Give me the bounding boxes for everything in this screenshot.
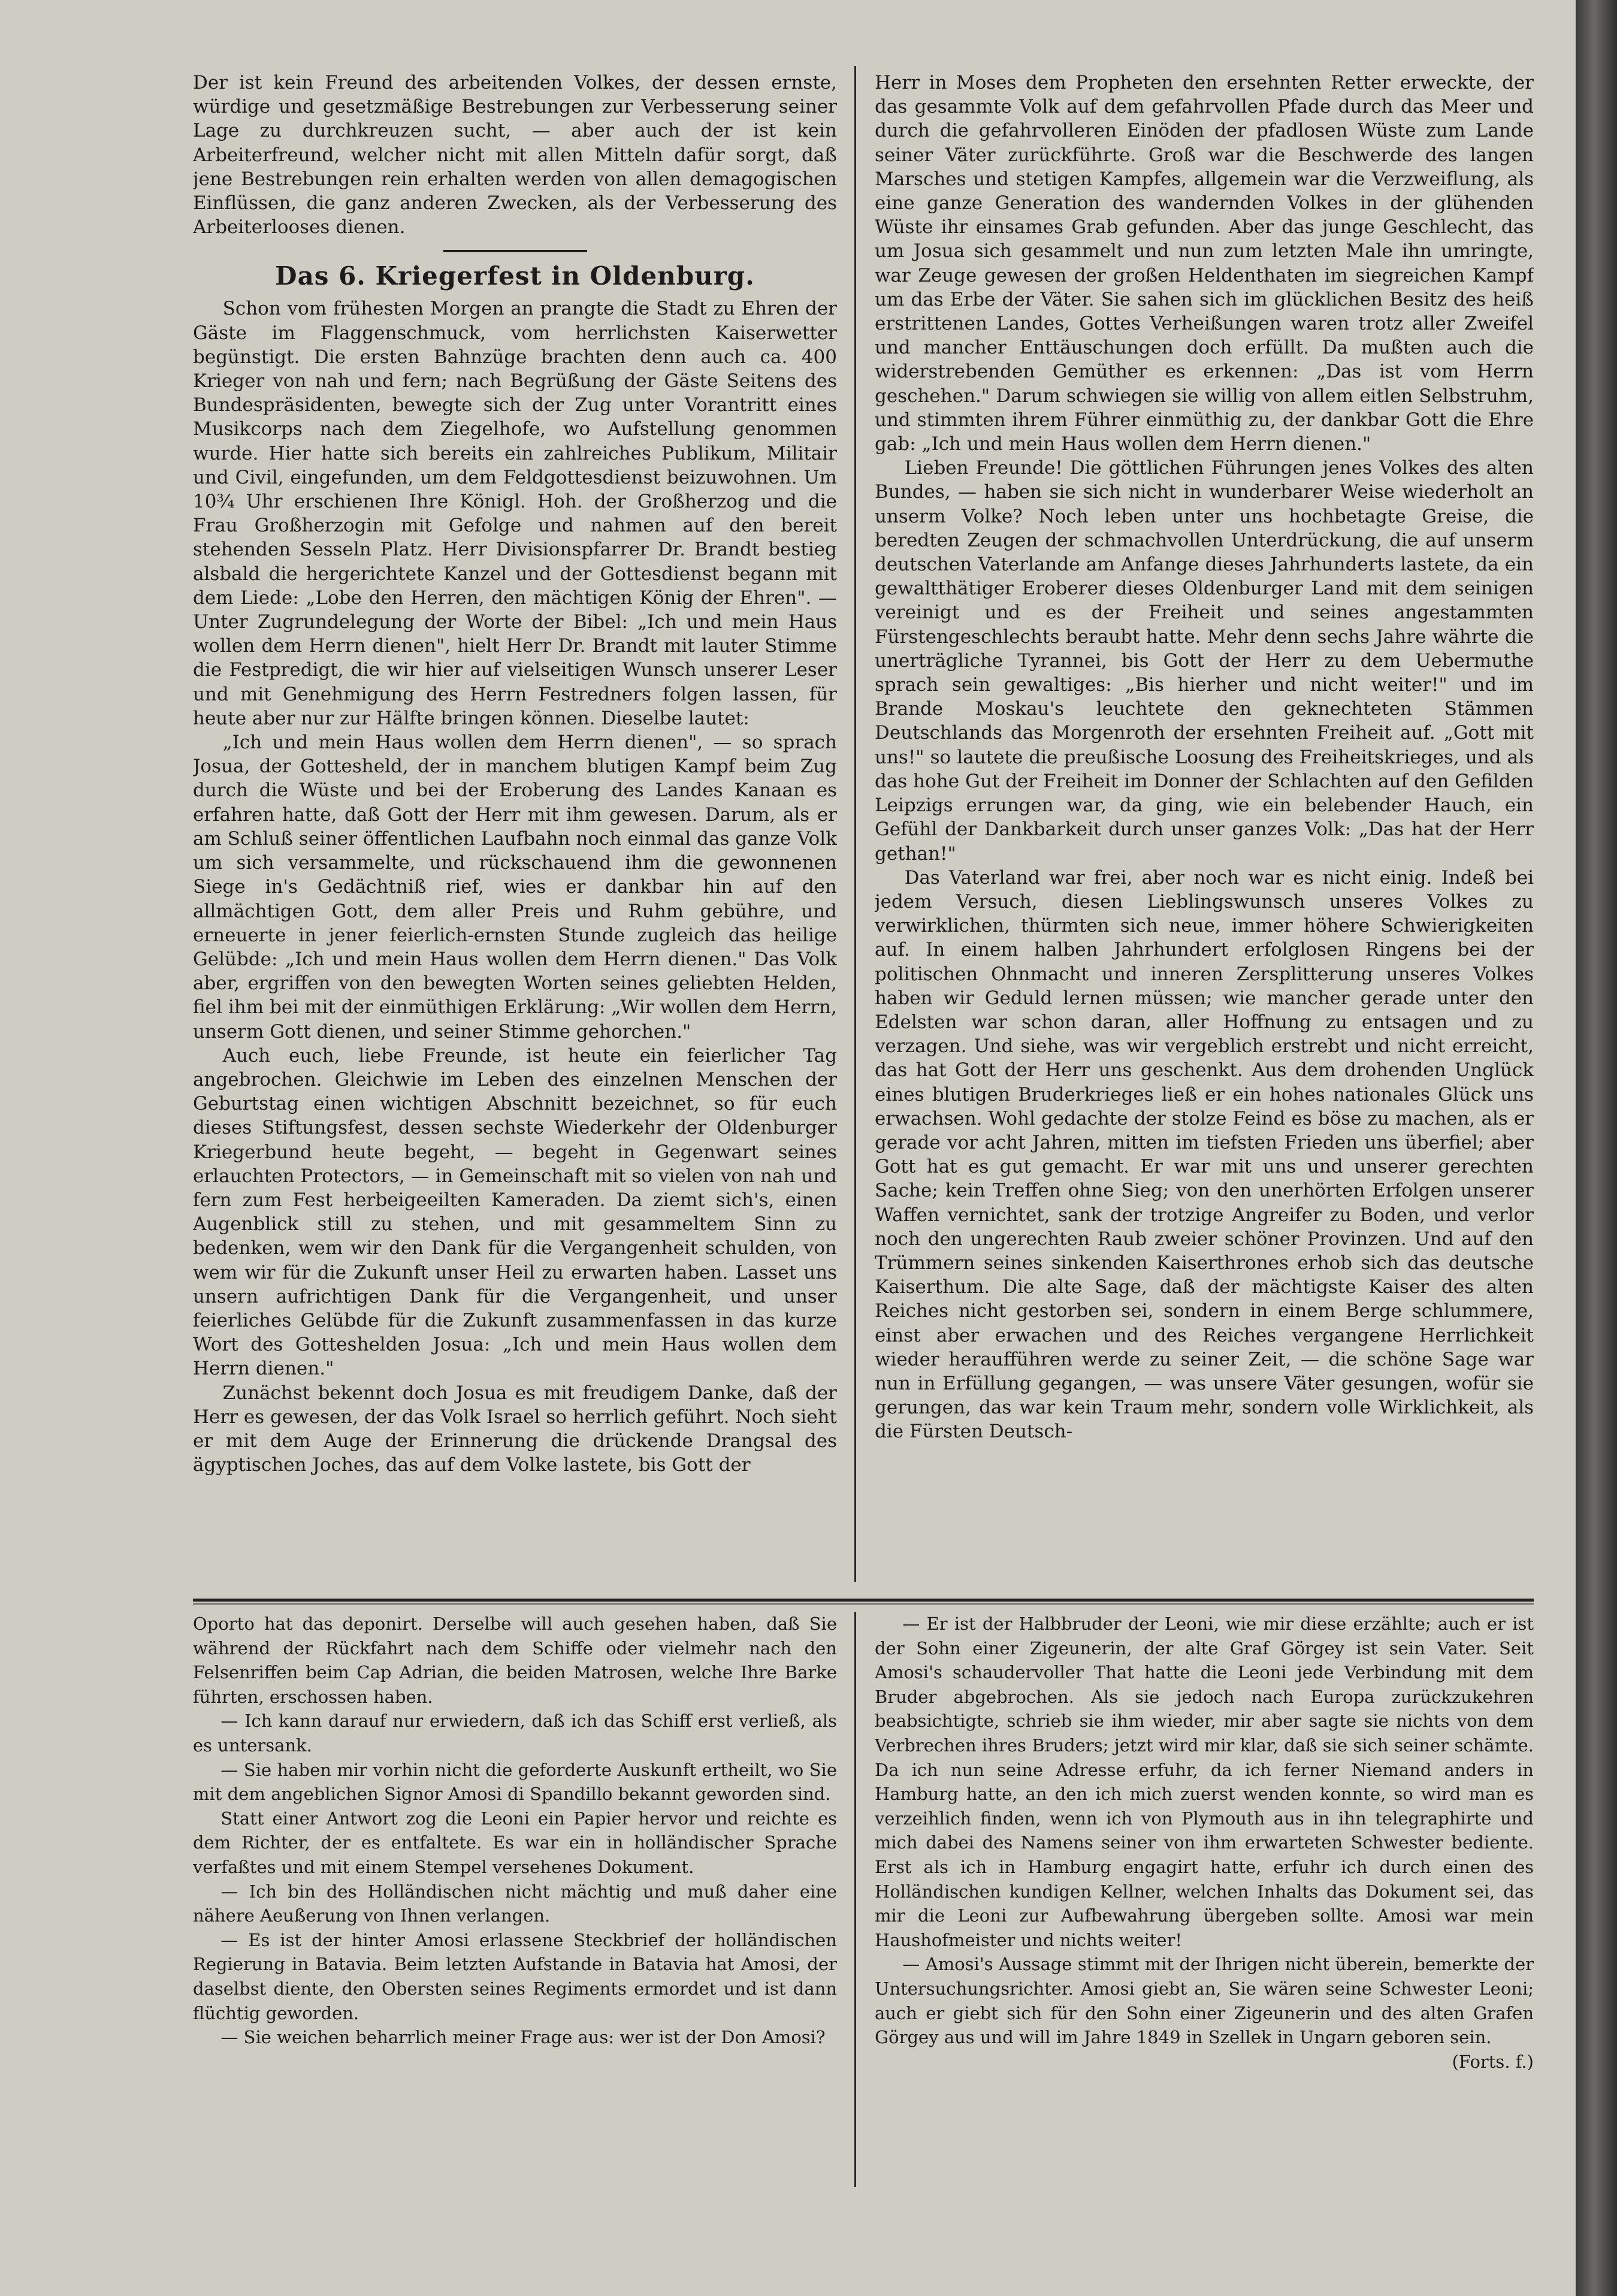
article-paragraph: Zunächst bekennt doch Josua es mit freudigem Danke, daß der Herr es gewesen, der das Volk Israel so herrlich geführt. Noch sieht er mit dem Auge der Erinnerung die drückende Drangsal des ägyptischen Joches, das auf dem Volke lastete, bis Gott der xyxy=(193,1382,837,1476)
article-paragraph: „Ich und mein Haus wollen dem Herrn dienen", — so sprach Josua, der Gottesheld, der in manchem blutigen Kampf beim Zug durch die Wüste und bei der Eroberung des Landes Kanaan es erfahren hatte, daß Gott der Herr mit ihm gewesen. Darum, als er am Schluß seiner öffentlichen Laufbahn noch einmal das ganze Volk um sich versammelte, und rückschauend ihm die gewonnenen Siege in's Gedächtniß rief, wies er dankbar hin auf den allmächtigen Gott, dem aller Preis und Ruhm gebühre, und erneuerte in jener feierlich-ernsten Stunde zugleich das heilige Gelübde: „Ich und mein Haus wollen dem Herrn dienen." Das Volk aber, ergriffen von den bewegten Worten seines geliebten Helden, fiel ihm bei mit der einmüthigen Erklärung: „Wir wollen dem Herrn, unserm Gott dienen, und seiner Stimme gehorchen." xyxy=(193,732,837,1043)
page-edge-shadow xyxy=(1576,0,1617,2296)
article-headline: Das 6. Kriegerfest in Oldenburg. xyxy=(275,261,755,291)
article-paragraph: Auch euch, liebe Freunde, ist heute ein feierlicher Tag angebrochen. Gleichwie im Leben des einzelnen Menschen der Geburtstag einen wichtigen Abschnitt bezeichnet, so für euch dieses Stiftungsfest, dessen sechste Wiederkehr der Oldenburger Kriegerbund heute begeht, — begeht in Gegenwart seines erlauchten Protectors, — in Gemeinschaft mit so vielen von nah und fern zum Fest herbeigeeilten Kameraden. Da ziemt sich's, einen Augenblick still zu stehen, und mit gesammeltem Sinn zu bedenken, wem wir den Dank für die Vergangenheit schulden, von wem wir für die Zukunft unser Heil zu erwarten haben. Lasset uns unsern aufrichtigen Dank für die Vergangenheit, und unser feierliches Gelübde für die Zukunft zusammenfassen in das kurze Wort des Gotteshelden Josua: „Ich und mein Haus wollen dem Herrn dienen." xyxy=(193,1044,837,1380)
column-rule-upper xyxy=(854,66,856,1582)
feuilleton-paragraph: — Sie haben mir vorhin nicht die geforderte Auskunft ertheilt, wo Sie mit dem angeblichen Signor Amosi di Spandillo bekannt geworden sind. xyxy=(193,1759,837,1805)
article-paragraph: Das Vaterland war frei, aber noch war es nicht einig. Indeß bei jedem Versuch, diesen Lieblingswunsch unseres Volkes zu verwirklichen, thürmten sich neue, immer höhere Schwierigkeiten auf. In einem halben Jahrhundert erfolglosen Ringens bei der politischen Ohnmacht und inneren Zersplitterung unseres Volkes haben wir Geduld lernen müssen; wie mancher gerade unter den Edelsten war schon daran, aller Hoffnung zu entsagen und zu verzagen. Und siehe, was wir vergeblich erstrebt und nicht erreicht, das hat Gott der Herr uns geschenkt. Aus dem drohenden Unglück eines blutigen Bruderkrieges ließ er ein hohes nationales Glück uns erwachsen. Wohl gedachte der stolze Feind es böse zu machen, als er gerade vor acht Jahren, mitten im tiefsten Frieden uns überfiel; aber Gott hat es gut gemacht. Er war mit uns und unserer gerechten Sache; kein Treffen ohne Sieg; von den unerhörten Erfolgen unserer Waffen vernichtet, sank der trotzige Angreifer zu Boden, und verlor noch den ungerechten Raub zweier schöner Provinzen. Und auf den Trümmern seines sinkenden Kaiserthrones erhob sich das deutsche Kaiserthum. Die alte Sage, daß der mächtigste Kaiser des alten Reiches nicht gestorben sei, sondern in einem Berge schlummere, einst aber erwachen und des Reiches vergangene Herrlichkeit wieder heraufführen werde zu seiner Zeit, — die schöne Sage war nun in Erfüllung gegangen, — was unsere Väter gesungen, wofür sie gerungen, das war kein Traum mehr, sondern volle Wirklichkeit, als die Fürsten Deutsch- xyxy=(875,866,1534,1443)
feuilleton-paragraph: — Es ist der hinter Amosi erlassene Steckbrief der holländischen Regierung in Batavia. Beim letzten Aufstande in Batavia hat Amosi, der daselbst diente, den Obersten seines Regiments ermordet und ist dann flüchtig geworden. xyxy=(193,1929,837,2023)
feuilleton-rule xyxy=(193,1599,1534,1602)
feuilleton-paragraph: — Er ist der Halbbruder der Leoni, wie mir diese erzählte; auch er ist der Sohn einer Zigeunerin, der alte Graf Görgey ist sein Vater. Seit Amosi's schaudervoller That hatte die Leoni jede Verbindung mit dem Bruder abgebrochen. Als sie jedoch nach Europa zurückzukehren beabsichtigte, schrieb sie ihm wieder, mir aber sagte sie nichts von dem Verbrechen ihres Bruders; jetzt wird mir klar, daß sie sich seiner schämte. Da ich nun seine Adresse erfuhr, da ich ferner Niemand anders in Hamburg hatte, an den ich mich zuerst wenden konnte, so wird man es verzeihlich finden, wenn ich von Plymouth aus in ihn telegraphirte und mich dabei des Namens seiner von ihm erwarteten Schwester bediente. Erst als ich in Hamburg engagirt hatte, erfuhr ich durch einen des Holländischen kundigen Kellner, welchen Inhalts das Dokument sei, das mir die Leoni zur Aufbewahrung übergeben sollte. Amosi war mein Haushofmeister und nichts weiter! xyxy=(875,1614,1534,1950)
article-paragraph: Schon vom frühesten Morgen an prangte die Stadt zu Ehren der Gäste im Flaggenschmuck, vom herrlichsten Kaiserwetter begünstigt. Die ersten Bahnzüge brachten denn auch ca. 400 Krieger von nah und fern; nach Begrüßung der Gäste Seitens des Bundespräsidenten, bewegte sich der Zug unter Vorantritt eines Musikcorps nach dem Ziegelhofe, wo Aufstellung genommen wurde. Hier hatte sich bereits ein zahlreiches Publikum, Militair und Civil, eingefunden, um dem Feldgottesdienst beizuwohnen. Um 10¾ Uhr erschienen Ihre Königl. Hoh. der Großherzog und die Frau Großherzogin mit Gefolge und nahmen auf den bereit stehenden Sesseln Platz. Herr Divisionspfarrer Dr. Brandt bestieg alsbald die hergerichtete Kanzel und der Gottesdienst begann mit dem Liede: „Lobe den Herren, den mächtigen König der Ehren". — Unter Zugrundelegung der Worte der Bibel: „Ich und mein Haus wollen dem Herrn dienen", hielt Herr Dr. Brandt mit lauter Stimme die Festpredigt, die wir hier auf vielseitigen Wunsch unserer Leser und mit Genehmigung des Herrn Festredners folgen lassen, für heute aber nur zur Hälfte bringen können. Dieselbe lautet: xyxy=(193,298,837,729)
feuilleton-paragraph: Oporto hat das deponirt. Derselbe will auch gesehen haben, daß Sie während der Rückfahrt nach dem Schiffe oder vielmehr nach den Felsenriffen beim Cap Adrian, die beiden Matrosen, welche Ihre Barke führten, erschossen haben. xyxy=(193,1614,837,1707)
feuilleton-paragraph: — Ich bin des Holländischen nicht mächtig und muß daher eine nähere Aeußerung von Ihnen verlangen. xyxy=(193,1881,837,1926)
article-column-left xyxy=(193,71,837,1581)
feuilleton-column-left xyxy=(193,1612,837,2199)
feuilleton-rule-thin xyxy=(193,1603,1534,1605)
article-paragraph: Herr in Moses dem Propheten den ersehnten Retter erweckte, der das gesammte Volk auf dem gefahrvollen Pfade durch das Meer und durch die gefahrvolleren Einöden der pfadlosen Wüste zum Lande seiner Väter zurückführte. Groß war die Beschwerde des langen Marsches und stetigen Kampfes, allgemein war die Verzweiflung, als eine ganze Generation des wandernden Volkes in der glühenden Wüste ihr einsames Grab gefunden. Aber das junge Geschlecht, das um Josua sich gesammelt und nun zum letzten Male ihn umringte, war Zeuge gewesen der großen Heldenthaten im siegreichen Kampf um das Erbe der Väter. Sie sahen sich im glücklichen Besitz des heiß erstrittenen Landes, Gottes Verheißungen waren trotz aller Zweifel und mancher Enttäuschungen doch erfüllt. Da mußten auch die widerstrebenden Gemüther es erkennen: „Das ist vom Herrn geschehen." Darum schwiegen sie willig von allem eitlen Selbstruhm, und stimmten ihrem Führer einmüthig zu, der dankbar Gott die Ehre gab: „Ich und mein Haus wollen dem Herrn dienen." xyxy=(875,72,1534,455)
section-divider xyxy=(443,250,587,252)
article-paragraph: Lieben Freunde! Die göttlichen Führungen jenes Volkes des alten Bundes, — haben sie sich nicht in wunderbarer Weise wiederholt an unserm Volke? Noch leben unter uns hochbetagte Greise, die beredten Zeugen der schmachvollen Unterdrückung, die auf unserm deutschen Vaterlande am Anfange dieses Jahrhunderts lastete, da ein gewaltthätiger Eroberer dieses Oldenburger Land mit dem seinigen vereinigt und es der Freiheit und seines angestammten Fürstengeschlechts beraubt hatte. Mehr denn sechs Jahre währte die unerträgliche Tyrannei, bis Gott der Herr zu dem Uebermuthe sprach sein gewaltiges: „Bis hierher und nicht weiter!" und im Brande Moskau's leuchtete den geknechteten Stämmen Deutschlands das Morgenroth der ersehnten Freiheit auf. „Gott mit uns!" so lautete die preußische Loosung des Freiheitskrieges, und als das hohe Gut der Freiheit im Donner der Schlachten auf den Gefilden Leipzigs errungen war, da ging, wie ein belebender Hauch, ein Gefühl der Dankbarkeit durch unser ganzes Volk: „Das hat der Herr gethan!" xyxy=(875,457,1534,865)
article-column-right xyxy=(875,71,1534,1581)
column-rule-lower xyxy=(854,1612,856,2187)
feuilleton-paragraph: Statt einer Antwort zog die Leoni ein Papier hervor und reichte es dem Richter, der es entfaltete. Es war ein in holländischer Sprache verfaßtes und mit einem Stempel versehenes Dokument. xyxy=(193,1808,837,1877)
intro-paragraph: Der ist kein Freund des arbeitenden Volkes, der dessen ernste, würdige und gesetzmäßige Bestrebungen zur Verbesserung seiner Lage zu durchkreuzen sucht, — aber auch der ist kein Arbeiterfreund, welcher nicht mit allen Mitteln dafür sorgt, daß jene Bestrebungen rein erhalten werden von allen demagogischen Einflüssen, die ganz anderen Zwecken, als der Verbesserung des Arbeiterlooses dienen. xyxy=(193,72,837,238)
feuilleton-paragraph: — Amosi's Aussage stimmt mit der Ihrigen nicht überein, bemerkte der Untersuchungsrichter. Amosi giebt an, Sie wären seine Schwester Leoni; auch er giebt sich für den Sohn einer Zigeunerin und des alten Grafen Görgey aus und will im Jahre 1849 in Szellek in Ungarn geboren sein. xyxy=(875,1954,1534,2048)
feuilleton-paragraph: — Ich kann darauf nur erwiedern, daß ich das Schiff erst verließ, als es untersank. xyxy=(193,1711,837,1756)
continuation-note: (Forts. f.) xyxy=(1452,2051,1534,2072)
feuilleton-paragraph: — Sie weichen beharrlich meiner Frage aus: wer ist der Don Amosi? xyxy=(220,2027,826,2048)
feuilleton-column-right xyxy=(875,1612,1534,2199)
